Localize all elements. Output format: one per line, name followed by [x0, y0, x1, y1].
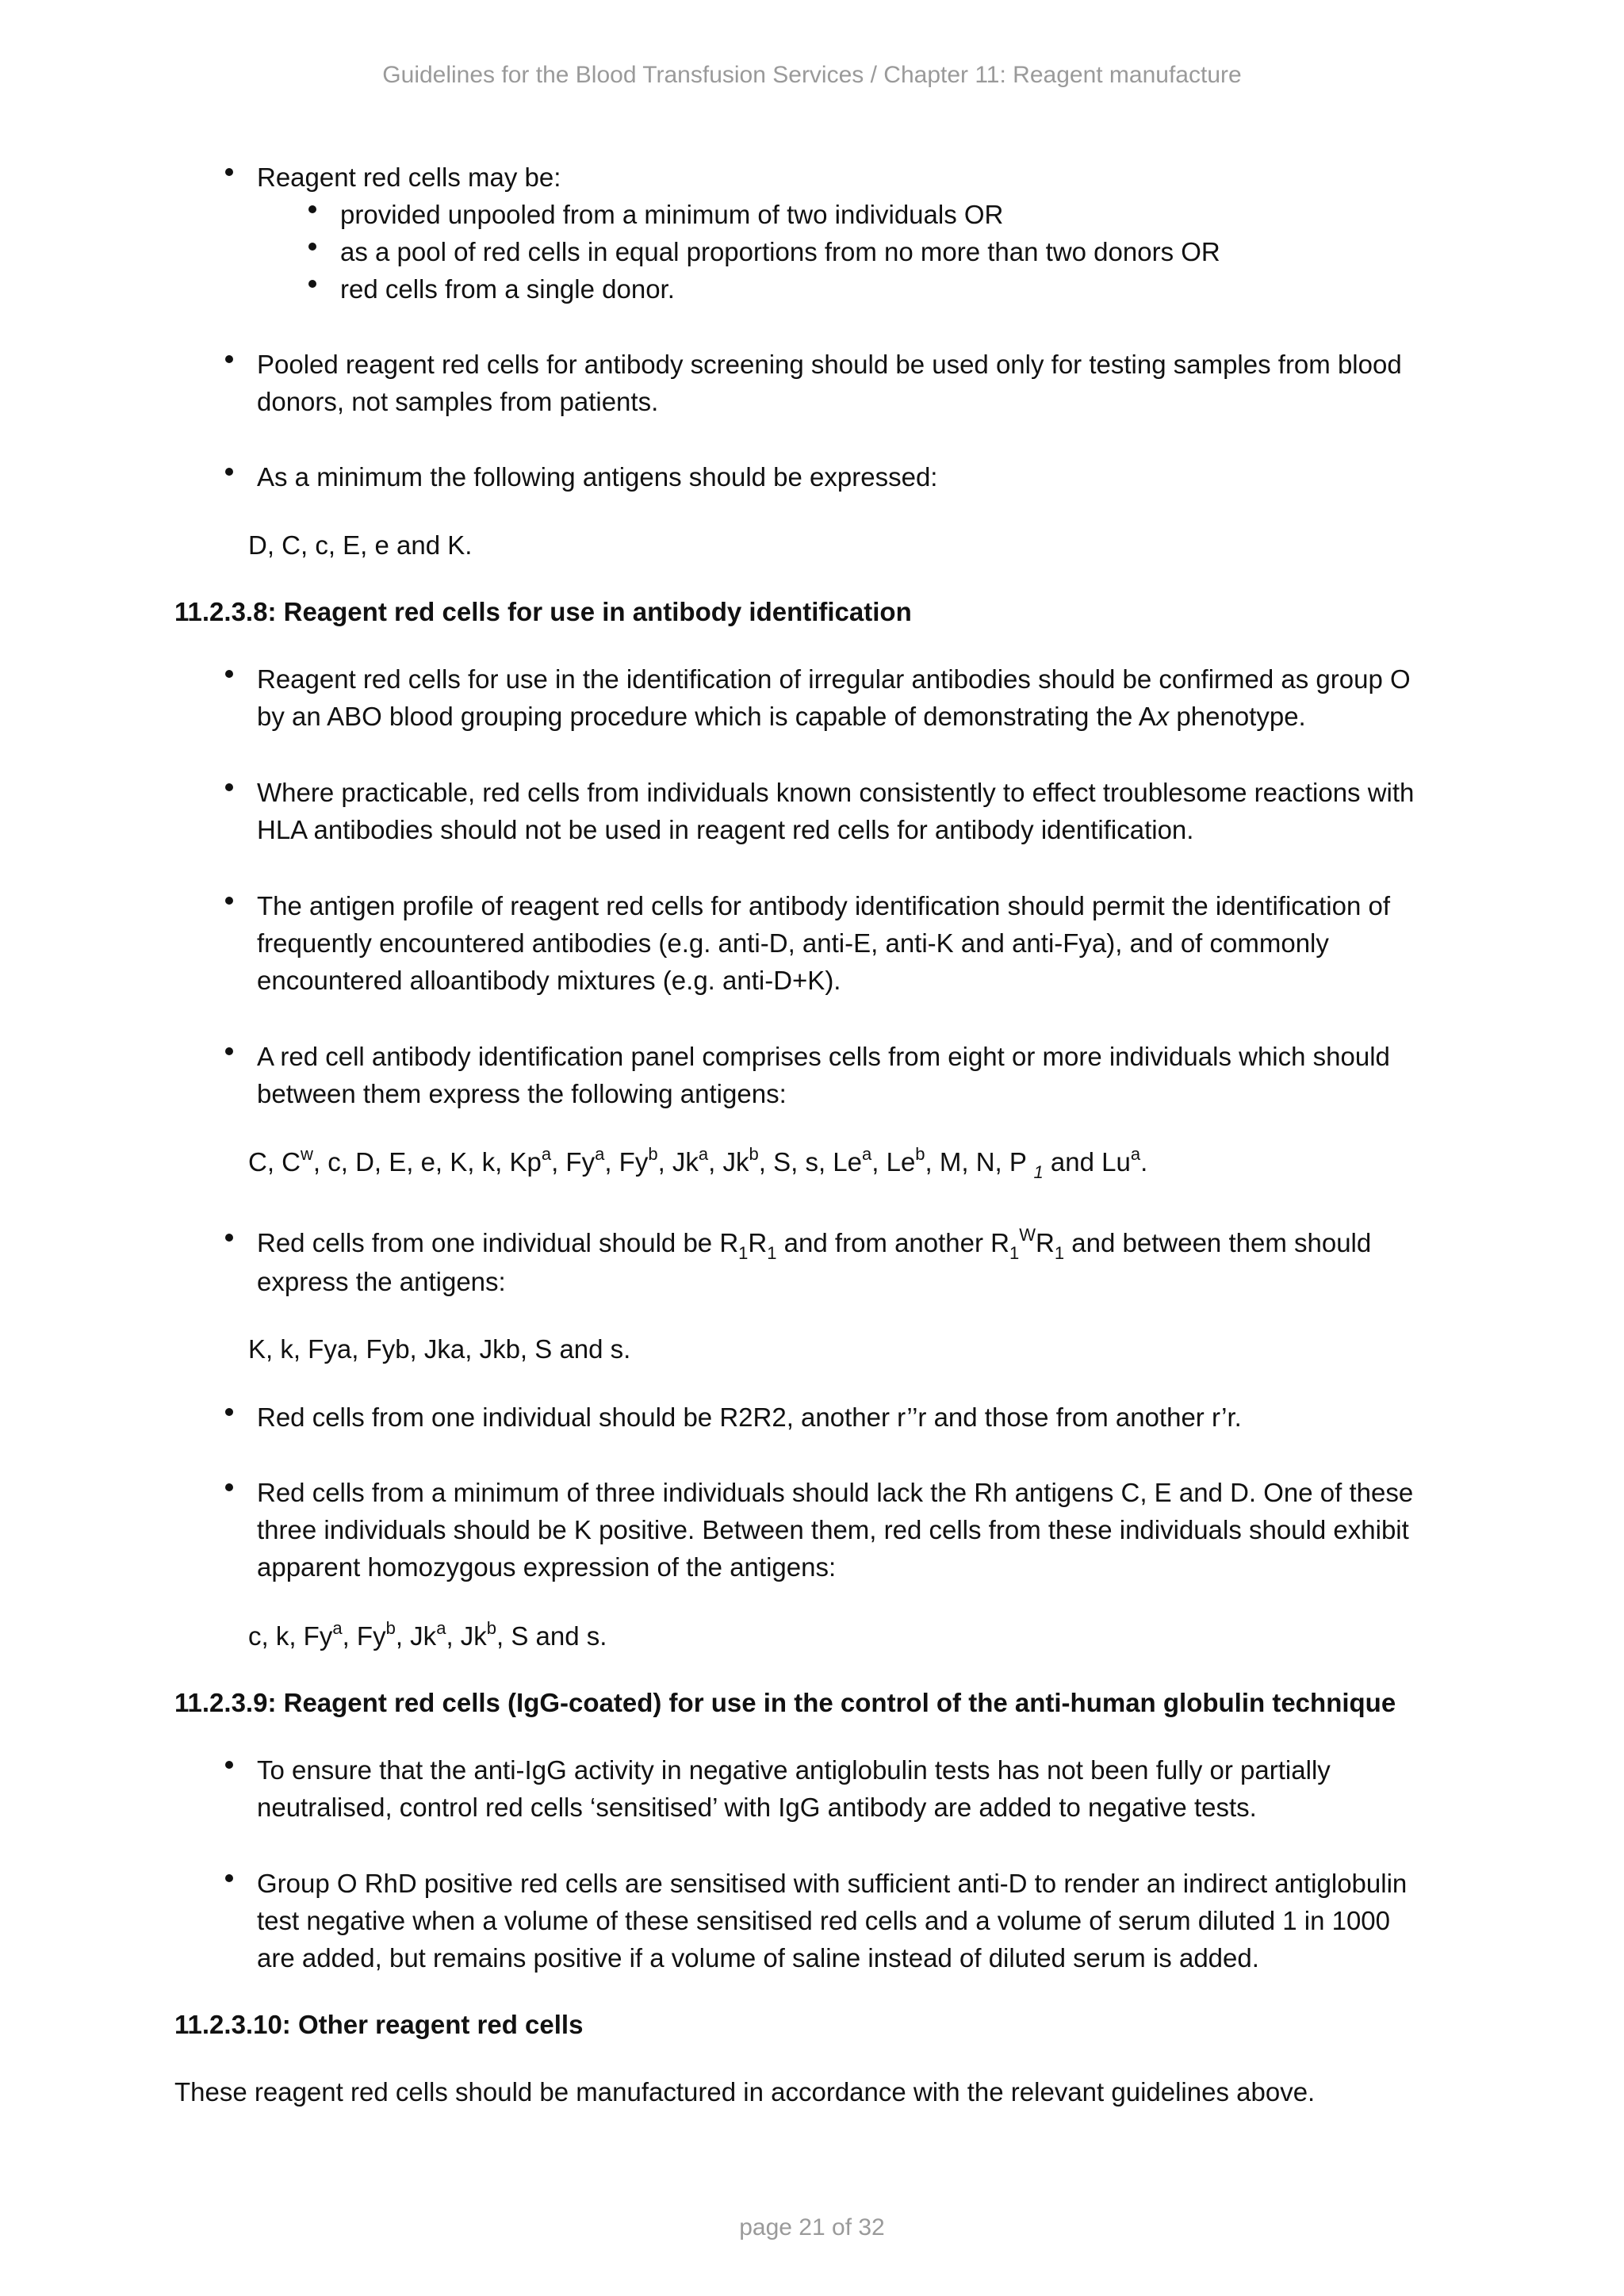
- bullet-text: frequently encountered antibodies (e.g. anti-D, anti-E, anti-K and anti-Fya), and of commonly: [257, 928, 1329, 958]
- bullet-icon: [308, 243, 316, 251]
- bullet-text: Red cells from a minimum of three individuals should lack the Rh antigens C, E and D. One of these: [257, 1478, 1414, 1507]
- bullet-text: test negative when a volume of these sensitised red cells and a volume of serum diluted 1 in 1000: [257, 1906, 1391, 1935]
- bullet-icon: [308, 205, 316, 213]
- bullet-icon: [225, 1047, 233, 1055]
- bullet-icon: [225, 1483, 233, 1491]
- sub-bullet-text: as a pool of red cells in equal proportions from no more than two donors OR: [340, 237, 1220, 266]
- bullet-text: Red cells from one individual should be R2R2, another r’’r and those from another r’r.: [257, 1402, 1242, 1432]
- page-header: Guidelines for the Blood Transfusion Services / Chapter 11: Reagent manufacture: [382, 62, 1242, 88]
- bullet-text: apparent homozygous expression of the antigens:: [257, 1552, 837, 1582]
- bullet-icon: [225, 168, 233, 176]
- page-number: page 21 of 32: [739, 2214, 885, 2241]
- bullet-text: As a minimum the following antigens should be expressed:: [257, 462, 938, 492]
- bullet-icon: [225, 468, 233, 476]
- antigen-panel-list: C, $C^w$, c, D, E, e, K, k, Kp$^a$, Fy$^a$, Fy$^b$, Jk$^a$, Jk$^b$, S, s, Le$^a$, Le$^b$, M, N, P $_1$ and Lu$^a$.: [248, 1144, 1148, 1182]
- bullet-text: A red cell antibody identification panel comprises cells from eight or more individuals which should: [257, 1042, 1390, 1071]
- section-heading: 11.2.3.8: Reagent red cells for use in antibody identification: [174, 597, 912, 626]
- section-heading: 11.2.3.10: Other reagent red cells: [174, 2010, 584, 2039]
- bullet-text: three individuals should be K positive. Between them, red cells from these individuals should exhibit: [257, 1515, 1409, 1544]
- bullet-icon: [225, 1408, 233, 1416]
- bullet-text: neutralised, control red cells ‘sensitised’ with IgG antibody are added to negative tests.: [257, 1793, 1257, 1822]
- bullet-text: HLA antibodies should not be used in reagent red cells for antibody identification.: [257, 815, 1194, 844]
- bullet-icon: [225, 1761, 233, 1769]
- bullet-icon: [225, 783, 233, 791]
- sub-bullet-text: provided unpooled from a minimum of two individuals OR: [340, 200, 1004, 229]
- antigen-list: D, C, c, E, e and K.: [248, 530, 473, 560]
- bullet-icon: [225, 1874, 233, 1882]
- bullet-text: express the antigens:: [257, 1267, 506, 1296]
- bullet-icon: [225, 355, 233, 363]
- bullet-text: between them express the following antigens:: [257, 1079, 787, 1108]
- bullet-text: are added, but remains positive if a volume of saline instead of diluted serum is added.: [257, 1943, 1259, 1973]
- paragraph: These reagent red cells should be manufactured in accordance with the relevant guidelines above.: [174, 2077, 1316, 2107]
- bullet-text: donors, not samples from patients.: [257, 387, 659, 416]
- bullet-text: Pooled reagent red cells for antibody screening should be used only for testing samples from blood: [257, 350, 1402, 379]
- bullet-text: Where practicable, red cells from individuals known consistently to effect troublesome reactions with: [257, 778, 1415, 807]
- antigen-list: K, k, Fya, Fyb, Jka, Jkb, S and s.: [248, 1334, 631, 1364]
- bullet-text: Reagent red cells may be:: [257, 163, 561, 192]
- bullet-text: Reagent red cells for use in the identification of irregular antibodies should be confirmed as group O: [257, 664, 1411, 694]
- bullet-icon: [308, 280, 316, 288]
- bullet-icon: [225, 1234, 233, 1242]
- bullet-text: Red cells from one individual should be $R_1R_1$ and from another $R_1^WR_1$ and between them should: [257, 1225, 1372, 1263]
- sub-bullet-text: red cells from a single donor.: [340, 274, 675, 304]
- antigen-list: c, k, Fy$^a$, Fy$^b$, Jk$^a$, Jk$^b$, S and s.: [248, 1618, 607, 1651]
- bullet-icon: [225, 670, 233, 678]
- bullet-text: Group O RhD positive red cells are sensitised with sufficient anti-D to render an indirect antiglobulin: [257, 1869, 1408, 1898]
- bullet-text: To ensure that the anti-IgG activity in negative antiglobulin tests has not been fully or partially: [257, 1755, 1331, 1785]
- bullet-text: encountered alloantibody mixtures (e.g. anti-D+K).: [257, 966, 841, 995]
- bullet-icon: [225, 897, 233, 905]
- section-heading: 11.2.3.9: Reagent red cells (IgG-coated) for use in the control of the anti-human globulin technique: [174, 1688, 1396, 1717]
- bullet-text: by an ABO blood grouping procedure which is capable of demonstrating the Ax phenotype.: [257, 702, 1306, 731]
- bullet-text: The antigen profile of reagent red cells for antibody identification should permit the identification of: [257, 891, 1391, 920]
